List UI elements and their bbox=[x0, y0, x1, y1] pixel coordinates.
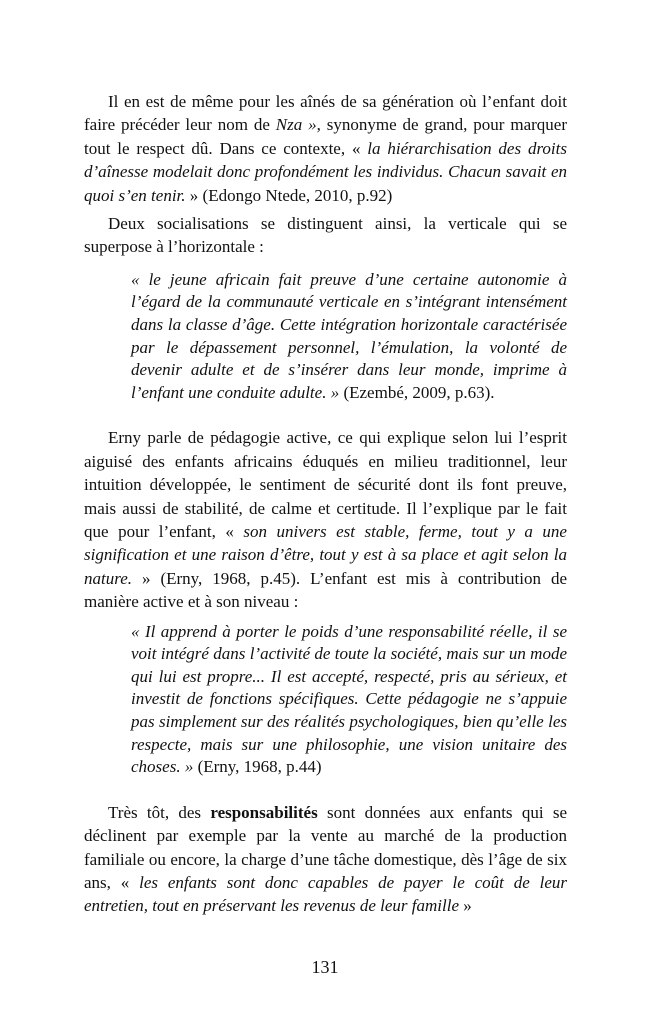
paragraph-1 bbox=[84, 90, 567, 207]
block-quote-1 bbox=[131, 269, 567, 405]
block-quote-2-citation: (Erny, 1968, p.44) bbox=[193, 757, 322, 777]
paragraph-1-italic-nza: Nza » bbox=[275, 115, 317, 135]
paragraph-1-text-b: , synonyme de grand, pour marquer tout le respect dû. Dans ce contexte, « bbox=[84, 115, 567, 158]
page-body bbox=[84, 90, 567, 918]
page-number: 131 bbox=[311, 957, 339, 977]
block-quote-2-text: « Il apprend à porter le poids d’une responsabilité réelle, il se voit intégré dans l’activité de toute la société, mais sur un mode qui lui est propre... Il est accepté, respecté, pris au sérieux, et investit de fonctions spécifiques. Cette pédagogie ne s’appuie pas simplement sur des réalités psychologiques, bien qu’elle les respecte, mais sur une philosophie, une vision unitaire des choses. » bbox=[131, 621, 567, 777]
paragraph-3-text-a: Erny parle de pédagogie active, ce qui explique selon lui l’esprit aiguisé des enfants africains éduqués en milieu traditionnel, leur intuition développée, le sentiment de sécurité dont ils font preuve, mais aussi de stabilité, de calme et certitude. Il l’explique par le fait que pour l’enfant, « bbox=[84, 428, 567, 542]
paragraph-4-text-a: Très tôt, des bbox=[108, 802, 211, 822]
paragraph-4 bbox=[84, 801, 567, 918]
paragraph-4-closing: » bbox=[459, 896, 472, 916]
block-quote-2 bbox=[131, 621, 567, 779]
paragraph-2-text: Deux socialisations se distinguent ainsi, la verticale qui se superpose à l’horizontale : bbox=[84, 214, 567, 257]
paragraph-1-italic-quote: la hiérarchisation des droits d’aînesse modelait donc profondément les individus. Chacun savait en quoi s’en tenir. bbox=[84, 138, 567, 205]
paragraph-3-text-b: » (Erny, 1968, p.45). L’enfant est mis à contribution de manière active et à son niveau : bbox=[84, 568, 567, 612]
paragraph-4-italic-quote: les enfants sont donc capables de payer le coût de leur entretien, tout en préservant les revenus de leur famille bbox=[84, 873, 567, 916]
paragraph-4-text-b: sont données aux enfants qui se déclinent par exemple par la vente au marché de la production familiale ou encore, la charge d’une tâche domestique, dès l’âge de six ans, « bbox=[84, 802, 567, 893]
paragraph-3-italic-quote: son univers est stable, ferme, tout y a une signification et une raison d’être, tout y est à sa place et agit selon la nature. bbox=[84, 522, 567, 588]
paragraph-4-bold-term: responsabilités bbox=[210, 802, 318, 822]
block-quote-1-citation: (Ezembé, 2009, p.63). bbox=[339, 382, 495, 402]
paragraph-1-text-a: Il en est de même pour les aînés de sa génération où l’enfant doit faire précéder leur nom de bbox=[84, 92, 567, 135]
paragraph-2 bbox=[84, 212, 567, 259]
paragraph-3 bbox=[84, 426, 567, 613]
block-quote-1-text: « le jeune africain fait preuve d’une certaine autonomie à l’égard de la communauté verticale en s’intégrant intensément dans la classe d’âge. Cette intégration horizontale caractérisée par le dépassement personnel, l’émulation, la volonté de devenir adulte et de s’insérer dans leur monde, imprime à l’enfant une conduite adulte. » bbox=[131, 269, 567, 402]
paragraph-1-citation: » (Edongo Ntede, 2010, p.92) bbox=[185, 185, 393, 205]
